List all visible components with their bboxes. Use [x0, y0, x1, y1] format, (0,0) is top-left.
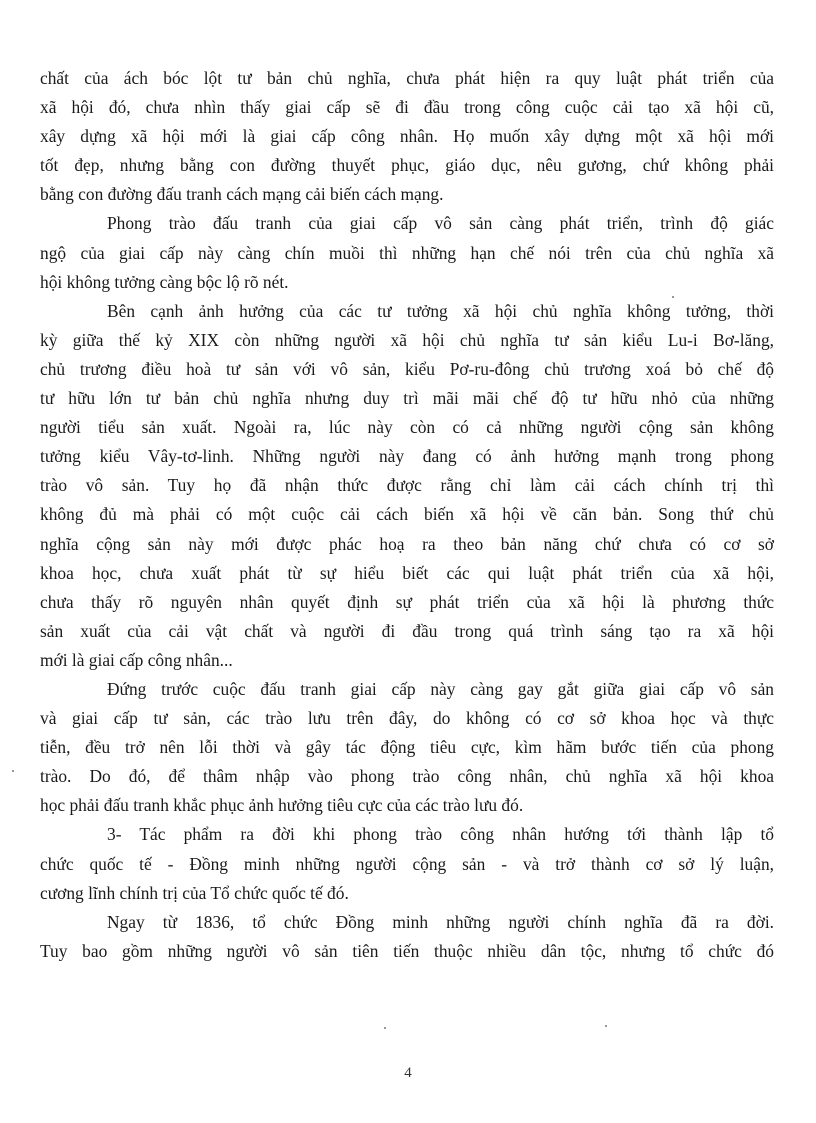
text-line: Đứng trước cuộc đấu tranh giai cấp này càng gay gắt giữa giai cấp vô sản	[107, 678, 774, 699]
text-line: chưa thấy rõ nguyên nhân quyết định sự phát triển của xã hội là phương thức	[40, 591, 774, 612]
text-line: trào vô sản. Tuy họ đã nhận thức được rằng chỉ làm cải cách chính trị thì	[40, 475, 774, 496]
scan-speck	[384, 1027, 386, 1029]
text-line: kỳ giữa thế kỷ XIX còn những người xã hội chủ nghĩa tư sản kiểu Lu-i Bơ-lăng,	[40, 329, 774, 350]
text-line: Bên cạnh ảnh hưởng của các tư tưởng xã hội chủ nghĩa không tưởng, thời	[107, 300, 774, 321]
document-page	[40, 64, 774, 966]
text-line: bằng con đường đấu tranh cách mạng cải biến cách mạng.	[40, 184, 444, 205]
text-line: chức quốc tế - Đồng minh những người cộng sản - và trở thành cơ sở lý luận,	[40, 853, 774, 874]
text-line: khoa học, chưa xuất phát từ sự hiểu biết các qui luật phát triển của xã hội,	[40, 562, 774, 583]
text-line: Ngay từ 1836, tổ chức Đồng minh những người chính nghĩa đã ra đời.	[107, 911, 774, 932]
text-line: sản xuất của cải vật chất và người đi đầu trong quá trình sáng tạo ra xã hội	[40, 620, 774, 641]
text-line: 3- Tác phẩm ra đời khi phong trào công nhân hướng tới thành lập tổ	[107, 824, 774, 845]
scan-speck	[605, 1025, 607, 1027]
paragraph-6	[40, 908, 774, 966]
paragraph-5	[40, 820, 774, 907]
paragraph-1	[40, 64, 774, 209]
text-line: ngộ của giai cấp này càng chín muồi thì những hạn chế nói trên của chủ nghĩa xã	[40, 242, 774, 263]
paragraph-4	[40, 675, 774, 820]
scan-speck	[672, 296, 674, 298]
text-line: tiễn, đều trở nên lỗi thời và gây tác động tiêu cực, kìm hãm bước tiến của phong	[40, 737, 774, 758]
paragraph-2	[40, 209, 774, 296]
text-line: người tiểu sản xuất. Ngoài ra, lúc này còn có cả những người cộng sản không	[40, 417, 774, 438]
text-line: xây dựng xã hội mới là giai cấp công nhân. Họ muốn xây dựng một xã hội mới	[40, 126, 774, 147]
text-line: tốt đẹp, nhưng bằng con đường thuyết phục, giáo dục, nêu gương, chứ không phải	[40, 155, 774, 176]
text-line: cương lĩnh chính trị của Tổ chức quốc tế đó.	[40, 882, 349, 903]
text-line: mới là giai cấp công nhân...	[40, 649, 233, 670]
text-line: nghĩa cộng sản này mới được phác hoạ ra theo bản năng chứ chưa có cơ sở	[40, 533, 774, 554]
text-line: xã hội đó, chưa nhìn thấy giai cấp sẽ đi đầu trong công cuộc cải tạo xã hội cũ,	[40, 97, 774, 118]
text-line: tưởng kiểu Vây-tơ-linh. Những người này đang có ảnh hưởng mạnh trong phong	[40, 446, 774, 467]
text-line: và giai cấp tư sản, các trào lưu trên đây, do không có cơ sở khoa học và thực	[40, 708, 774, 729]
text-line: chất của ách bóc lột tư bản chủ nghĩa, chưa phát hiện ra quy luật phát triển của	[40, 68, 774, 88]
text-line: tư hữu lớn tư bản chủ nghĩa nhưng duy trì mãi mãi chế độ tư hữu nhỏ của những	[40, 388, 774, 409]
text-line: học phải đấu tranh khắc phục ảnh hưởng tiêu cực của các trào lưu đó.	[40, 795, 524, 816]
text-line: trào. Do đó, để thâm nhập vào phong trào công nhân, chủ nghĩa xã hội khoa	[40, 766, 774, 787]
paragraph-3	[40, 297, 774, 675]
text-line: không đủ mà phải có một cuộc cải cách biến xã hội về căn bản. Song thứ chủ	[40, 504, 774, 525]
text-line: Tuy bao gồm những người vô sản tiên tiến thuộc nhiều dân tộc, nhưng tổ chức đó	[40, 940, 774, 961]
text-line: chủ trương điều hoà tư sản với vô sản, kiểu Pơ-ru-đông chủ trương xoá bỏ chế độ	[40, 358, 774, 379]
text-line: hội không tưởng càng bộc lộ rõ nét.	[40, 271, 289, 292]
scan-speck	[12, 770, 14, 772]
text-line: Phong trào đấu tranh của giai cấp vô sản càng phát triển, trình độ giác	[107, 213, 774, 234]
page-number: 4	[404, 1065, 412, 1081]
